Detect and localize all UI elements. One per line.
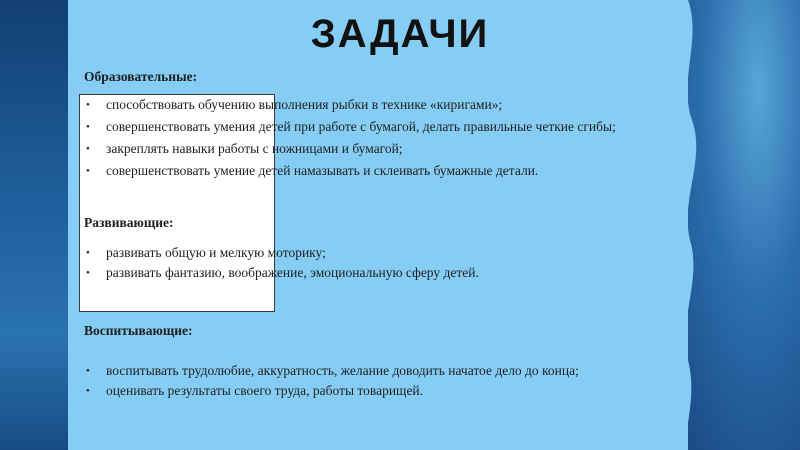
list-item: • совершенствовать умения детей при работе с бумагой, делать правильные четкие сгибы;	[86, 119, 616, 134]
list-item: • оценивать результаты своего труда, работы товарищей.	[86, 383, 424, 398]
section-upbringing	[84, 322, 664, 400]
list-item: • развивать общую и мелкую моторику;	[86, 245, 326, 260]
list-item: • закреплять навыки работы с ножницами и бумагой;	[86, 141, 403, 156]
list-item: • способствовать обучению выполнения рыбки в технике «киригами»;	[86, 97, 503, 112]
list-item: • совершенствовать умение детей намазывать и склеивать бумажные детали.	[86, 163, 539, 178]
bullet-dot-icon: •	[86, 247, 90, 259]
list-item: • воспитывать трудолюбие, аккуратность, желание доводить начатое дело до конца;	[86, 363, 579, 378]
section-heading: Воспитывающие:	[84, 323, 193, 338]
list-item: • развивать фантазию, воображение, эмоциональную сферу детей.	[86, 265, 479, 280]
task-list	[84, 96, 664, 180]
bullet-dot-icon: •	[86, 385, 90, 397]
bullet-dot-icon: •	[86, 143, 90, 155]
task-list	[84, 362, 664, 400]
bullet-dot-icon: •	[86, 267, 90, 279]
panel-wavy-edge	[672, 0, 706, 450]
section-developmental	[84, 214, 664, 282]
section-heading: Образовательные:	[84, 69, 198, 84]
section-heading: Развивающие:	[84, 215, 174, 230]
section-educational	[84, 68, 664, 180]
bullet-dot-icon: •	[86, 165, 90, 177]
task-list	[84, 244, 664, 282]
slide-title: ЗАДАЧИ	[310, 12, 490, 56]
bullet-dot-icon: •	[86, 365, 90, 377]
bullet-dot-icon: •	[86, 121, 90, 133]
bullet-dot-icon: •	[86, 99, 90, 111]
